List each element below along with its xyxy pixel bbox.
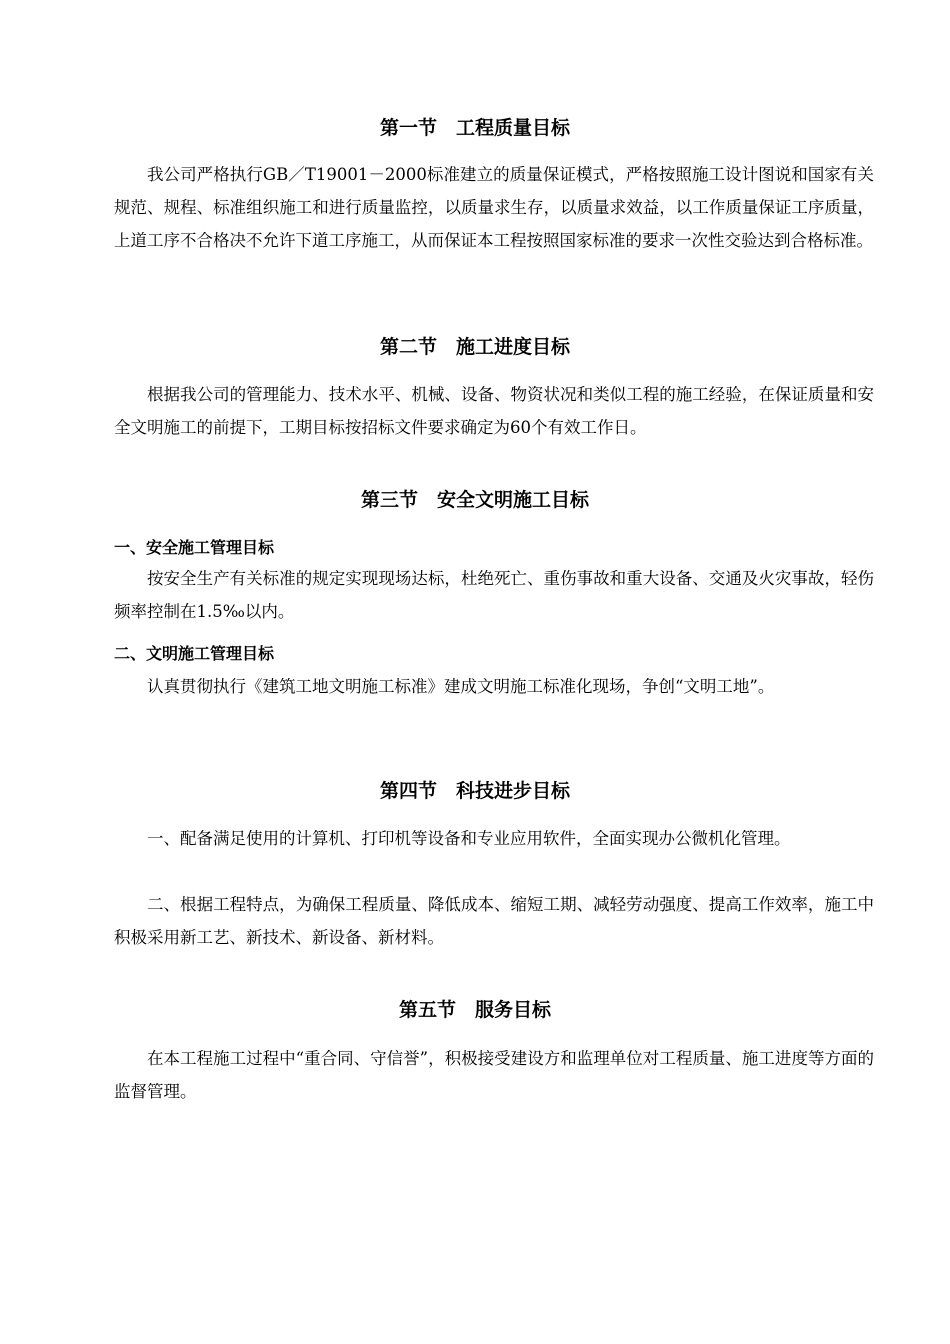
section-4-paragraph-2: 二、根据工程特点，为确保工程质量、降低成本、缩短工期、减轻劳动强度、提高工作效率，施工中积极采用新工艺、新技术、新设备、新材料。	[114, 895, 874, 947]
section-4-paragraph-1: 一、配备满足使用的计算机、打印机等设备和专业应用软件，全面实现办公微机化管理。	[147, 829, 791, 848]
section-3-heading: 第三节 安全文明施工目标	[360, 489, 589, 511]
section-3-sub-2-paragraph: 认真贯彻执行《建筑工地文明施工标准》建成文明施工标准化现场，争创“文明工地”。	[147, 677, 775, 696]
section-5-heading: 第五节 服务目标	[398, 999, 551, 1021]
section-2-paragraph-1: 根据我公司的管理能力、技术水平、机械、设备、物资状况和类似工程的施工经验，在保证质量和安全文明施工的前提下，工期目标按招标文件要求确定为60个有效工作日。	[114, 385, 874, 437]
section-4-heading: 第四节 科技进步目标	[379, 780, 570, 802]
section-1-heading: 第一节 工程质量目标	[379, 117, 570, 139]
section-3-sub-1-paragraph: 按安全生产有关标准的规定实现现场达标，杜绝死亡、重伤事故和重大设备、交通及火灾事故，轻伤频率控制在1.5‰以内。	[114, 569, 874, 621]
section-2-heading: 第二节 施工进度目标	[379, 336, 570, 358]
section-5-paragraph-1: 在本工程施工过程中“重合同、守信誉”，积极接受建设方和监理单位对工程质量、施工进度等方面的监督管理。	[114, 1049, 874, 1101]
section-1-paragraph-1: 我公司严格执行GB／T19001－2000标准建立的质量保证模式，严格按照施工设计图说和国家有关规范、规程、标准组织施工和进行质量监控，以质量求生存，以质量求效益，以工作质量保证工序质量，上道工序不合格决不允许下道工序施工，从而保证本工程按照国家标准的要求一次性交验达到合格标准。	[114, 165, 874, 250]
section-3-sub-1-title: 一、安全施工管理目标	[114, 538, 275, 557]
section-3-sub-2-title: 二、文明施工管理目标	[114, 644, 275, 663]
